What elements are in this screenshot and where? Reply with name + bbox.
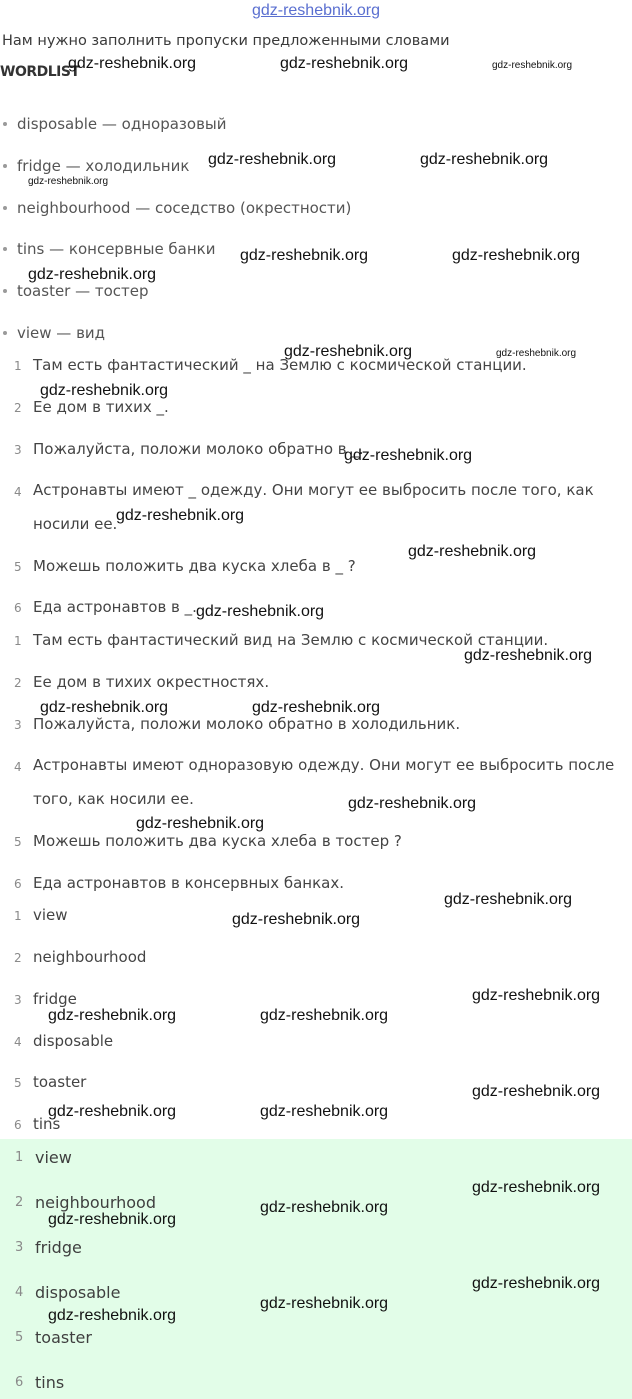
watermark: gdz-reshebnik.org — [48, 1307, 177, 1324]
translation-sentence: Ее дом в тихих окрестностях. — [33, 673, 270, 691]
answer-word: toaster — [35, 1328, 92, 1347]
translation-number: 3 — [14, 718, 22, 732]
answer-word: toaster — [33, 1073, 87, 1091]
translation-sentence: Пожалуйста, положи молоко обратно в холодильник. — [33, 715, 461, 733]
translation-sentence: Астронавты имеют одноразовую одежду. Они могут ее выбросить после того, как носили ее. — [33, 756, 615, 808]
answer-number: 4 — [15, 1285, 24, 1300]
watermark: gdz-reshebnik.org — [240, 247, 369, 264]
wordlist-item: disposable — одноразовый — [17, 115, 227, 133]
wordlist-item: toaster — тостер — [17, 282, 149, 300]
watermark: gdz-reshebnik.org — [232, 911, 361, 928]
answer-highlight-block — [0, 1139, 632, 1399]
exercise-sentence: Пожалуйста, положи молоко обратно в _. — [33, 440, 364, 458]
answer-number: 4 — [14, 1035, 22, 1049]
answer-word: disposable — [35, 1283, 121, 1302]
answer-number: 3 — [14, 993, 22, 1007]
wordlist-item: view — вид — [17, 324, 106, 342]
answer-number: 3 — [15, 1240, 24, 1255]
exercise-sentence: Можешь положить два куска хлеба в _ ? — [33, 557, 356, 575]
answer-word: neighbourhood — [33, 948, 147, 966]
translation-number: 1 — [14, 634, 22, 648]
translation-number: 2 — [14, 676, 22, 690]
watermark: gdz-reshebnik.org — [284, 343, 413, 360]
translation-number: 6 — [14, 877, 22, 891]
wordlist-heading: WORDLIST — [0, 64, 80, 80]
watermark: gdz-reshebnik.org — [136, 815, 265, 832]
watermark: gdz-reshebnik.org — [472, 1275, 601, 1292]
watermark: gdz-reshebnik.org — [28, 176, 109, 187]
watermark: gdz-reshebnik.org — [472, 987, 601, 1004]
watermark: gdz-reshebnik.org — [40, 699, 169, 716]
answer-number: 5 — [15, 1330, 24, 1345]
site-link[interactable]: gdz-reshebnik.org — [251, 2, 381, 19]
watermark: gdz-reshebnik.org — [420, 151, 549, 168]
watermark: gdz-reshebnik.org — [40, 382, 169, 399]
watermark: gdz-reshebnik.org — [464, 647, 593, 664]
translation-sentence: Там есть фантастический вид на Землю с космической станции. — [33, 631, 549, 649]
wordlist-item: neighbourhood — соседство (окрестности) — [17, 199, 352, 217]
answer-number: 1 — [14, 909, 22, 923]
answer-number: 1 — [15, 1150, 24, 1165]
answer-number: 2 — [15, 1195, 24, 1210]
answer-word: fridge — [33, 990, 77, 1008]
exercise-number: 3 — [14, 443, 22, 457]
exercise-sentence: Астронавты имеют _ одежду. Они могут ее выбросить после того, как носили ее. — [33, 481, 594, 533]
watermark: gdz-reshebnik.org — [496, 348, 577, 359]
translation-sentence: Можешь положить два куска хлеба в тостер ? — [33, 832, 402, 850]
watermark: gdz-reshebnik.org — [348, 795, 477, 812]
watermark: gdz-reshebnik.org — [452, 247, 581, 264]
answer-word: tins — [33, 1115, 61, 1133]
wordlist-item: tins — консервные банки — [17, 240, 216, 258]
watermark: gdz-reshebnik.org — [344, 447, 473, 464]
watermark: gdz-reshebnik.org — [492, 60, 573, 71]
watermark: gdz-reshebnik.org — [116, 507, 245, 524]
answer-word: tins — [35, 1373, 65, 1392]
translation-number: 4 — [14, 760, 22, 774]
watermark: gdz-reshebnik.org — [472, 1083, 601, 1100]
watermark: gdz-reshebnik.org — [48, 1211, 177, 1228]
watermark: gdz-reshebnik.org — [196, 603, 325, 620]
wordlist-item: fridge — холодильник — [17, 157, 190, 175]
answer-number: 6 — [15, 1375, 24, 1390]
watermark: gdz-reshebnik.org — [280, 55, 409, 72]
answer-number: 5 — [14, 1076, 22, 1090]
watermark: gdz-reshebnik.org — [260, 1103, 389, 1120]
watermark: gdz-reshebnik.org — [260, 1007, 389, 1024]
watermark: gdz-reshebnik.org — [208, 151, 337, 168]
answer-word: fridge — [35, 1238, 82, 1257]
answer-word: disposable — [33, 1032, 114, 1050]
exercise-sentence: Еда астронавтов в _. — [33, 598, 197, 616]
exercise-sentence: Там есть фантастический _ на Землю с космической станции. — [33, 356, 527, 374]
watermark: gdz-reshebnik.org — [444, 891, 573, 908]
answer-word: neighbourhood — [35, 1193, 156, 1212]
watermark: gdz-reshebnik.org — [28, 266, 157, 283]
translation-sentence: Еда астронавтов в консервных банках. — [33, 874, 344, 892]
answer-word: view — [35, 1148, 72, 1167]
answer-word: view — [33, 906, 68, 924]
task-intro: Нам нужно заполнить пропуски предложенными словами — [2, 33, 450, 49]
exercise-number: 5 — [14, 560, 22, 574]
exercise-number: 4 — [14, 485, 22, 499]
watermark: gdz-reshebnik.org — [252, 699, 381, 716]
exercise-number: 2 — [14, 401, 22, 415]
watermark: gdz-reshebnik.org — [472, 1179, 601, 1196]
watermark: gdz-reshebnik.org — [68, 55, 197, 72]
answer-number: 6 — [14, 1118, 22, 1132]
watermark: gdz-reshebnik.org — [48, 1103, 177, 1120]
exercise-number: 6 — [14, 601, 22, 615]
exercise-number: 1 — [14, 359, 22, 373]
exercise-sentence: Ее дом в тихих _. — [33, 398, 169, 416]
watermark: gdz-reshebnik.org — [260, 1199, 389, 1216]
watermark: gdz-reshebnik.org — [260, 1295, 389, 1312]
watermark: gdz-reshebnik.org — [408, 543, 537, 560]
watermark: gdz-reshebnik.org — [48, 1007, 177, 1024]
translation-number: 5 — [14, 835, 22, 849]
answer-number: 2 — [14, 951, 22, 965]
